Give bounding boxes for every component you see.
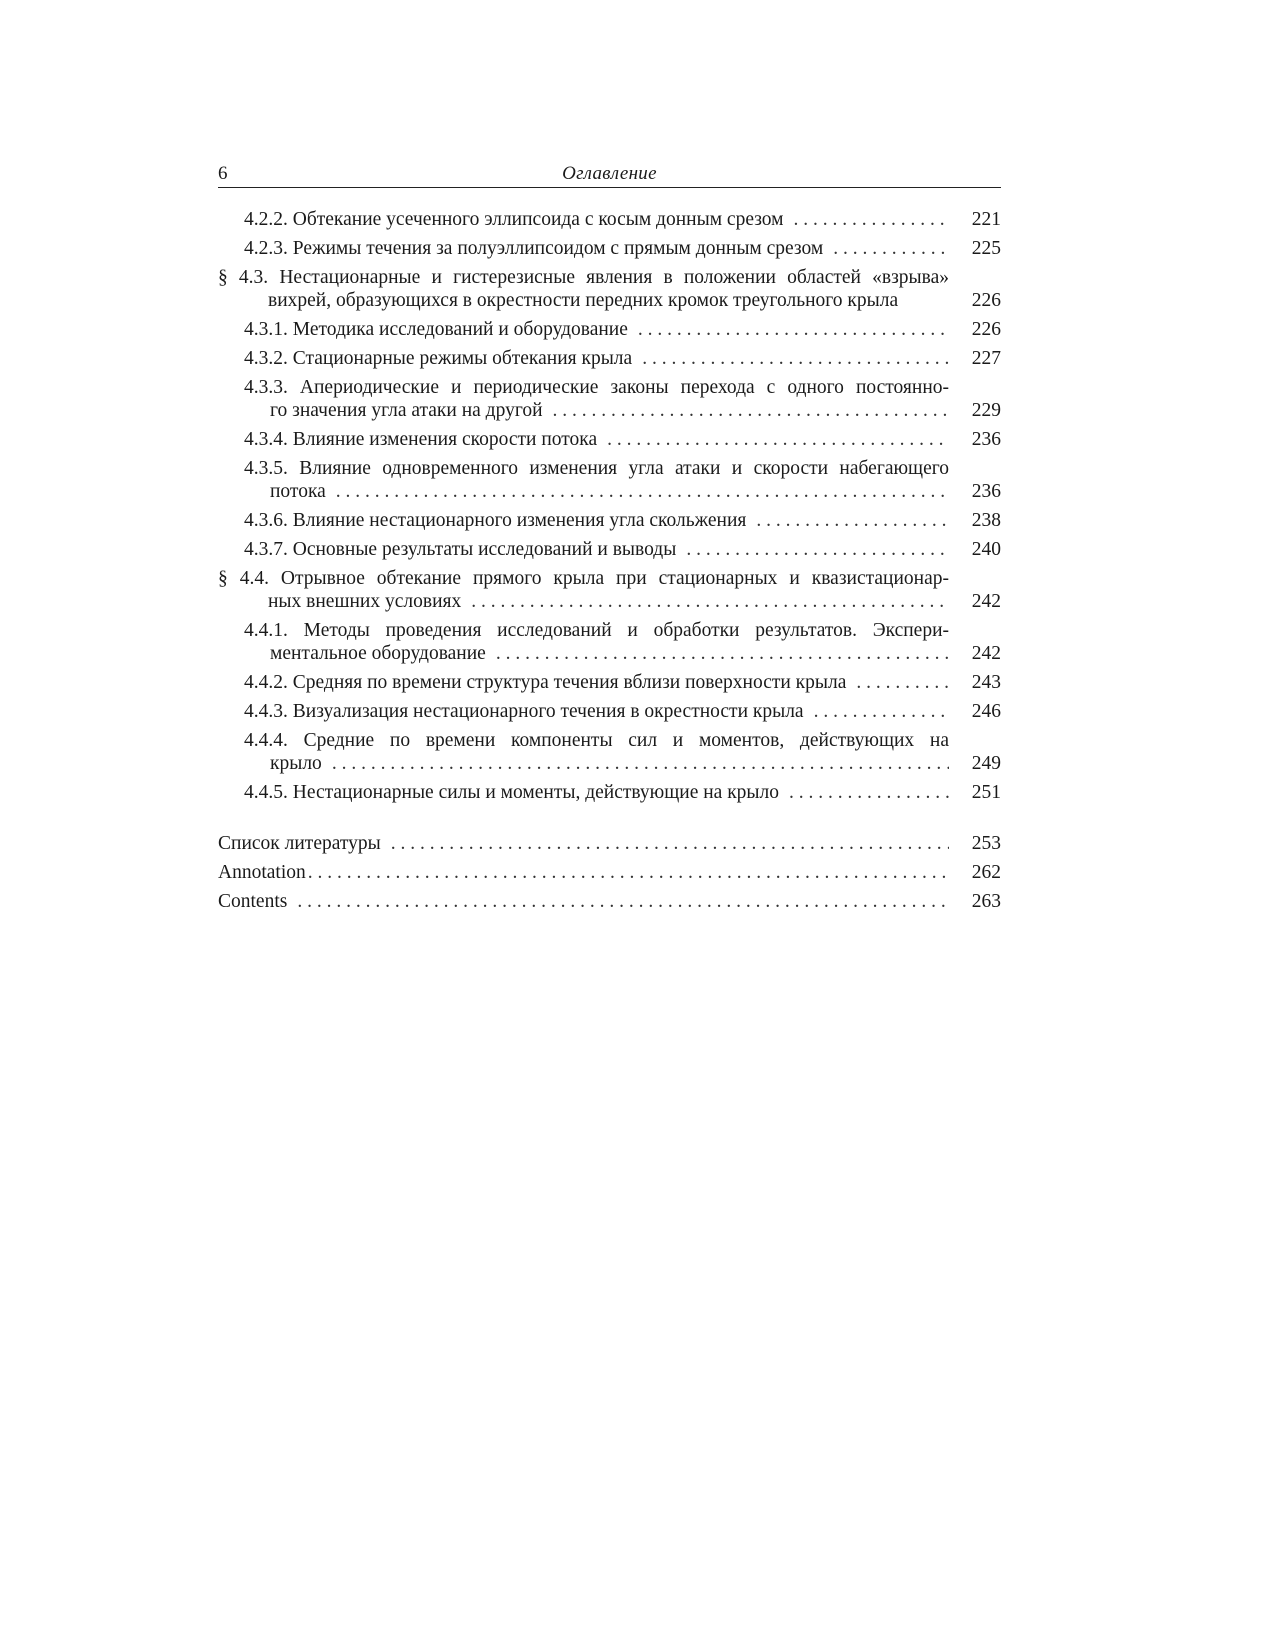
toc-entry-4-3-2[interactable] [218, 347, 1001, 370]
toc-page-number: 246 [971, 701, 1001, 722]
toc-bibliography[interactable] [218, 832, 1001, 855]
toc-entry-4-3-1[interactable] [218, 318, 1001, 341]
toc-page-number: 236 [971, 429, 1001, 450]
toc-entry-title: 4.2.2. Обтекание усеченного эллипсоида с косым донным срезом [244, 209, 784, 230]
toc-entry-4-4-4[interactable] [218, 729, 1001, 775]
toc-entry-4-2-2[interactable] [218, 208, 1001, 231]
toc-entry-title: Список литературы [218, 833, 381, 854]
dot-leader [543, 399, 949, 422]
toc-section-4-4[interactable] [218, 567, 1001, 613]
toc-page-number: 227 [971, 348, 1001, 369]
toc-page-number: 243 [971, 672, 1001, 693]
dot-leader [628, 318, 949, 341]
toc-entry-title-cont: го значения угла атаки на другой [270, 400, 543, 421]
dot-leader [846, 671, 949, 694]
toc-annotation[interactable] [218, 861, 1001, 884]
toc-page-number: 226 [971, 319, 1001, 340]
dot-leader [804, 700, 949, 723]
toc-entry-4-3-7[interactable] [218, 538, 1001, 561]
toc-entry-4-3-4[interactable] [218, 428, 1001, 451]
dot-leader [326, 480, 949, 503]
toc-entry-title: 4.3.1. Методика исследований и оборудование [244, 319, 628, 340]
toc-entry-4-4-1[interactable] [218, 619, 1001, 665]
toc-entry-4-2-3[interactable] [218, 237, 1001, 260]
dot-leader [779, 781, 949, 804]
toc-page-number: 251 [971, 782, 1001, 803]
dot-leader [486, 642, 949, 665]
section-spacer [218, 810, 1001, 832]
toc-page-number: 229 [971, 400, 1001, 421]
toc-entry-title-cont: крыло [270, 753, 322, 774]
toc-entry-title-cont: потока [270, 481, 326, 502]
toc-entry-title: § 4.4. Отрывное обтекание прямого крыла при стационарных и квазистационар- [218, 568, 949, 589]
toc-entry-4-3-3[interactable] [218, 376, 1001, 422]
dot-leader [597, 428, 949, 451]
dot-leader [322, 752, 949, 775]
dot-leader [287, 890, 949, 913]
toc-entry-title: 4.3.6. Влияние нестационарного изменения угла скольжения [244, 510, 747, 531]
toc-section-4-3[interactable] [218, 266, 1001, 312]
toc-page-number: 253 [971, 833, 1001, 854]
toc-entry-title: 4.3.7. Основные результаты исследований и выводы [244, 539, 677, 560]
dot-leader [676, 538, 949, 561]
toc-entry-title-cont: вихрей, образующихся в окрестности передних кромок треугольного крыла [268, 290, 899, 311]
toc-page-number: 238 [971, 510, 1001, 531]
toc-entry-title: 4.4.3. Визуализация нестационарного течения в окрестности крыла [244, 701, 804, 722]
toc-page-number: 262 [971, 862, 1001, 883]
toc-entry-title: 4.4.1. Методы проведения исследований и обработки результатов. Экспери- [244, 620, 949, 641]
toc-entry-title: 4.3.4. Влияние изменения скорости потока [244, 429, 598, 450]
toc-page-number: 249 [971, 753, 1001, 774]
page-number: 6 [218, 163, 228, 184]
dot-leader [461, 590, 949, 613]
dot-leader [306, 861, 949, 884]
toc-page-number: 236 [971, 481, 1001, 502]
table-of-contents [218, 208, 1001, 919]
toc-page-number: 221 [971, 209, 1001, 230]
toc-entry-4-4-2[interactable] [218, 671, 1001, 694]
toc-entry-4-4-5[interactable] [218, 781, 1001, 804]
toc-entry-title: 4.4.4. Средние по времени компоненты сил и моментов, действующих на [244, 730, 949, 751]
toc-entry-title: 4.4.5. Нестационарные силы и моменты, действующие на крыло [244, 782, 780, 803]
dot-leader [784, 208, 949, 231]
toc-entry-title: Contents [218, 891, 288, 912]
dot-leader [632, 347, 949, 370]
toc-page-number: 225 [971, 238, 1001, 259]
toc-entry-title-cont: ментальное оборудование [270, 643, 486, 664]
toc-entry-title: 4.4.2. Средняя по времени структура течения вблизи поверхности крыла [244, 672, 847, 693]
toc-entry-title: 4.3.2. Стационарные режимы обтекания крыла [244, 348, 633, 369]
toc-entry-title: 4.2.3. Режимы течения за полуэллипсоидом с прямым донным срезом [244, 238, 824, 259]
toc-page-number: 226 [971, 290, 1001, 311]
toc-entry-title: Annotation [218, 862, 306, 883]
dot-leader [381, 832, 949, 855]
running-title: Оглавление [562, 163, 657, 184]
dot-leader [746, 509, 949, 532]
dot-leader [823, 237, 949, 260]
toc-page-number: 242 [971, 643, 1001, 664]
toc-contents[interactable] [218, 890, 1001, 913]
toc-entry-title-cont: ных внешних условиях [268, 591, 462, 612]
toc-entry-title: 4.3.5. Влияние одновременного изменения угла атаки и скорости набегающего [244, 458, 949, 479]
toc-page-number: 242 [971, 591, 1001, 612]
toc-entry-title: 4.3.3. Апериодические и периодические законы перехода с одного постоянно- [244, 377, 949, 398]
toc-entry-title: § 4.3. Нестационарные и гистерезисные явления в положении областей «взрыва» [218, 267, 949, 288]
toc-page-number: 240 [971, 539, 1001, 560]
running-header [218, 163, 1001, 188]
toc-entry-4-3-6[interactable] [218, 509, 1001, 532]
toc-entry-4-3-5[interactable] [218, 457, 1001, 503]
toc-entry-4-4-3[interactable] [218, 700, 1001, 723]
toc-page-number: 263 [971, 891, 1001, 912]
